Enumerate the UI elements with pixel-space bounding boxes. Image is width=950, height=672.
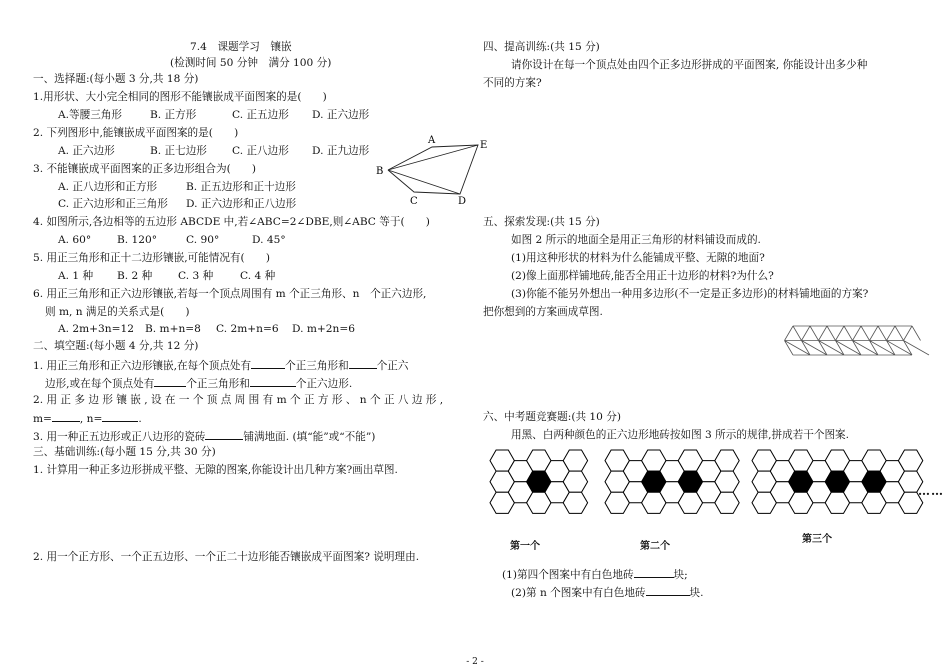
label-b: B — [376, 166, 384, 177]
contest-q2-text-a: (2)第 n 个图案中有白色地砖 — [511, 587, 646, 599]
label-d: D — [458, 196, 467, 207]
fill-2-n-label: , n= — [79, 413, 103, 425]
q2-option-a: A. 正六边形 — [58, 145, 115, 157]
fill-2-line2 — [33, 411, 142, 426]
exam-info: (检测时间 50 分钟 满分 100 分) — [170, 57, 332, 69]
page-number: - 2 - — [466, 657, 484, 667]
caption-third: 第三个 — [802, 534, 832, 545]
pentagon-figure — [370, 130, 495, 210]
q4-option-b: B. 120° — [117, 234, 158, 246]
caption-first: 第一个 — [510, 541, 540, 552]
fill-3 — [33, 429, 375, 444]
question-2: 2. 下列图形中,能镶嵌成平面图案的是( ) — [33, 127, 239, 139]
q4-option-a: A. 60° — [58, 234, 92, 246]
q2-option-d: D. 正九边形 — [312, 145, 370, 157]
q6-option-c: C. 2m+n=6 — [216, 323, 279, 335]
answer-blank[interactable] — [349, 358, 377, 369]
continuation-dots: …… — [918, 484, 944, 498]
explore-intro: 如图 2 所示的地面全是用正三角形的材料铺设而成的. — [511, 234, 761, 246]
fill-1-line2 — [45, 376, 352, 391]
q2-option-b: B. 正七边形 — [150, 145, 207, 157]
answer-blank[interactable] — [646, 585, 690, 596]
label-a: A — [428, 135, 436, 146]
contest-q1-text-a: (1)第四个图案中有白色地砖 — [502, 569, 634, 581]
answer-blank[interactable] — [634, 567, 674, 578]
q4-option-d: D. 45° — [252, 234, 286, 246]
q5-option-a: A. 1 种 — [58, 270, 94, 282]
q3-option-b: B. 正五边形和正十边形 — [186, 181, 296, 193]
fill-2-line1: 2. 用 正 多 边 形 镶 嵌 , 设 在 一 个 顶 点 周 围 有 m 个 正 方 形 、 n 个 正 八 边 形 , — [33, 394, 444, 406]
answer-blank[interactable] — [205, 429, 243, 440]
section-4-heading: 四、提高训练:(共 15 分) — [483, 41, 600, 53]
q5-option-d: C. 4 种 — [240, 270, 276, 282]
basic-question-2: 2. 用一个正方形、一个正五边形、一个正二十边形能否镶嵌成平面图案? 说明理由. — [33, 551, 420, 563]
label-c: C — [410, 196, 418, 207]
section-6-heading: 六、中考题竞赛题:(共 10 分) — [483, 411, 621, 423]
q6-option-d: D. m+2n=6 — [292, 323, 355, 335]
q3-option-c: C. 正六边形和正三角形 — [58, 198, 168, 210]
q1-option-b: B. 正方形 — [150, 109, 197, 121]
section-1-heading: 一、选择题:(每小题 3 分,共 18 分) — [33, 73, 199, 85]
fill-3-text-a: 3. 用一种正五边形或正八边形的瓷砖 — [33, 431, 206, 443]
question-6-line1: 6. 用正三角形和正六边形镶嵌,若每一个顶点周围有 m 个正三角形、n 个正六边形, — [33, 288, 427, 300]
hex-pattern-3 — [750, 448, 895, 528]
fill-2-period: . — [138, 413, 142, 425]
fill-1-text-f: 个正六边形. — [295, 378, 353, 390]
question-1: 1.用形状、大小完全相同的图形不能镶嵌成平面图案的是( ) — [33, 91, 327, 103]
q6-option-a: A. 2m+3n=12 — [58, 323, 134, 335]
q1-option-a: A.等腰三角形 — [58, 109, 122, 121]
hex-pattern-2 — [603, 448, 718, 528]
q5-option-b: B. 2 种 — [117, 270, 153, 282]
fill-1-text-e: 个正三角形和 — [186, 378, 250, 390]
question-5: 5. 用正三角形和正十二边形镶嵌,可能情况有( ) — [33, 252, 270, 264]
fill-1-line1 — [33, 358, 408, 373]
q2-option-c: C. 正八边形 — [232, 145, 289, 157]
section-5-heading: 五、探索发现:(共 15 分) — [483, 216, 600, 228]
answer-blank[interactable] — [52, 411, 80, 422]
explore-q1: (1)用这种形状的材料为什么能铺成平整、无隙的地面? — [511, 252, 765, 264]
fill-1-text-c: 个正六 — [376, 360, 409, 372]
fill-1-text-a: 1. 用正三角形和正六边形镶嵌,在每个顶点处有 — [33, 360, 252, 372]
contest-q1-text-b: 块; — [673, 569, 688, 581]
question-4: 4. 如图所示,各边相等的五边形 ABCDE 中,若∠ABC=2∠DBE,则∠ABC 等于( ) — [33, 216, 430, 228]
fill-3-text-b: 铺满地面. (填“能”或“不能”) — [243, 431, 376, 443]
section-2-heading: 二、填空题:(每小题 4 分,共 12 分) — [33, 340, 199, 352]
improve-line1: 请你设计在每一个顶点处由四个正多边形拼成的平面图案, 你能设计出多少种 — [511, 59, 868, 71]
tiling-lines — [785, 326, 930, 355]
question-6-line2: 则 m, n 满足的关系式是( ) — [45, 306, 190, 318]
page-title: 7.4 课题学习 镶嵌 — [190, 41, 292, 53]
q3-option-d: D. 正六边形和正八边形 — [186, 198, 297, 210]
q4-option-c: C. 90° — [186, 234, 220, 246]
fill-1-text-d: 边形,或在每个顶点处有 — [45, 378, 155, 390]
section-3-heading: 三、基础训练:(每小题 15 分,共 30 分) — [33, 446, 216, 458]
fill-2-m-label: m= — [33, 413, 52, 425]
answer-blank[interactable] — [251, 358, 285, 369]
improve-line2: 不同的方案? — [483, 77, 542, 89]
caption-second: 第二个 — [640, 541, 670, 552]
contest-intro: 用黑、白两种颜色的正六边形地砖按如图 3 所示的规律,拼成若干个图案. — [511, 429, 850, 441]
q1-option-c: C. 正五边形 — [232, 109, 289, 121]
fill-1-text-b: 个正三角形和 — [285, 360, 349, 372]
question-3: 3. 不能镶嵌成平面图案的正多边形组合为( ) — [33, 163, 257, 175]
answer-blank[interactable] — [102, 411, 138, 422]
explore-q3-cont: 把你想到的方案画成草图. — [483, 306, 603, 318]
q3-option-a: A. 正八边形和正方形 — [58, 181, 158, 193]
label-e: E — [480, 140, 488, 151]
triangle-tiling-figure — [775, 323, 915, 363]
q1-option-d: D. 正六边形 — [312, 109, 370, 121]
explore-q2: (2)像上面那样铺地砖,能否全用正十边形的材料?为什么? — [511, 270, 774, 282]
contest-q1 — [502, 567, 688, 582]
basic-question-1: 1. 计算用一种正多边形拼成平整、无隙的图案,你能设计出几种方案?画出草图. — [33, 464, 398, 476]
hex-pattern-1 — [488, 448, 573, 528]
contest-q2 — [511, 585, 703, 600]
answer-blank[interactable] — [250, 376, 296, 387]
contest-q2-text-b: 块. — [689, 587, 704, 599]
explore-q3: (3)你能不能另外想出一种用多边形(不一定是正多边形)的材料铺地面的方案? — [511, 288, 869, 300]
q6-option-b: B. m+n=8 — [145, 323, 201, 335]
answer-blank[interactable] — [154, 376, 186, 387]
q5-option-c: C. 3 种 — [178, 270, 214, 282]
